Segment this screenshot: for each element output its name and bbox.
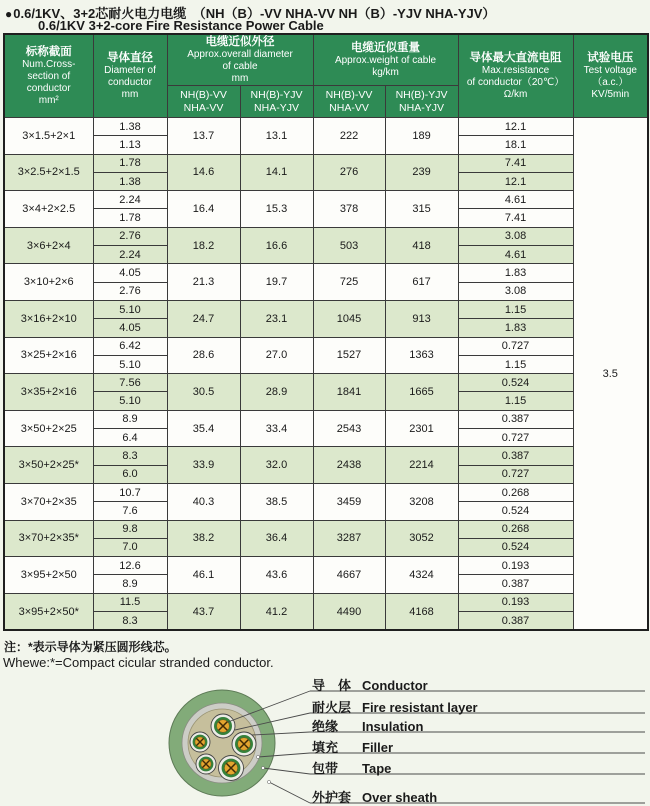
label-tape-en: Tape (362, 761, 392, 776)
note-en: Whewe:*=Compact cicular stranded conductor. (3, 655, 274, 670)
weight-yjv-cell: 4324 (385, 557, 458, 594)
diameter-cell: 6.42 (93, 337, 167, 355)
subheader-weight-yjv (385, 86, 458, 118)
spec-cell: 3×95+2×50* (4, 593, 93, 630)
label-tape (312, 758, 391, 777)
spec-cell: 3×35+2×16 (4, 374, 93, 411)
header-overall-diameter-cn: 电缆近似外径 (205, 36, 275, 48)
resistance-cell: 0.727 (458, 337, 573, 355)
header-unit: KV/5min (591, 89, 630, 100)
page-title-cn-text: 0.6/1KV、3+2芯耐火电力电缆 （NH（B）-VV NHA-VV NH（B）-YJV NHA-YJV） (13, 6, 496, 21)
header-text: Diameter of (104, 65, 156, 76)
resistance-cell: 0.387 (458, 447, 573, 465)
resistance-cell: 7.41 (458, 154, 573, 172)
label-fire-resistant-en: Fire resistant layer (362, 700, 478, 715)
od-vv-cell: 16.4 (167, 191, 240, 228)
weight-yjv-cell: 617 (385, 264, 458, 301)
weight-vv-cell: 4667 (313, 557, 385, 594)
label-over-sheath-cn: 外护套 (312, 790, 352, 805)
header-unit: mm (231, 73, 249, 84)
subheader-text: NH(B)-YJV (395, 88, 448, 101)
header-test-voltage (573, 34, 648, 118)
od-vv-cell: 28.6 (167, 337, 240, 374)
weight-yjv-cell: 189 (385, 118, 458, 155)
diameter-cell: 9.8 (93, 520, 167, 538)
header-text: Approx.weight of cable (334, 55, 437, 66)
resistance-cell: 0.524 (458, 502, 573, 520)
diameter-cell: 2.24 (93, 191, 167, 209)
weight-yjv-cell: 913 (385, 300, 458, 337)
subheader-text: NH(B)-VV (325, 88, 373, 101)
diameter-cell: 5.10 (93, 300, 167, 318)
resistance-cell: 0.524 (458, 538, 573, 556)
resistance-cell: 0.387 (458, 410, 573, 428)
od-yjv-cell: 36.4 (240, 520, 313, 557)
diameter-cell: 1.38 (93, 118, 167, 136)
diameter-cell: 1.78 (93, 209, 167, 227)
weight-vv-cell: 3287 (313, 520, 385, 557)
od-yjv-cell: 38.5 (240, 483, 313, 520)
header-conductor-diameter-cn: 导体直径 (107, 52, 153, 64)
spec-cell: 3×6+2×4 (4, 227, 93, 264)
table-row (4, 483, 648, 501)
header-text: Max.resistance (481, 65, 550, 76)
diameter-cell: 5.10 (93, 355, 167, 373)
weight-yjv-cell: 239 (385, 154, 458, 191)
spec-cell: 3×50+2×25* (4, 447, 93, 484)
header-unit: kg/km (372, 67, 399, 78)
resistance-cell: 0.387 (458, 575, 573, 593)
diameter-cell: 8.3 (93, 447, 167, 465)
od-yjv-cell: 16.6 (240, 227, 313, 264)
weight-vv-cell: 2438 (313, 447, 385, 484)
od-yjv-cell: 23.1 (240, 300, 313, 337)
cable-spec-table (3, 33, 649, 631)
subheader-text: NHA-VV (183, 101, 224, 114)
weight-vv-cell: 1045 (313, 300, 385, 337)
weight-vv-cell: 378 (313, 191, 385, 228)
table-row (4, 154, 648, 172)
diameter-cell: 2.24 (93, 246, 167, 264)
spec-cell: 3×70+2×35 (4, 483, 93, 520)
header-cross-section-cn: 标称截面 (25, 46, 72, 58)
diameter-cell: 1.78 (93, 154, 167, 172)
spec-cell: 3×95+2×50 (4, 557, 93, 594)
resistance-cell: 12.1 (458, 172, 573, 190)
weight-vv-cell: 222 (313, 118, 385, 155)
diameter-cell: 8.9 (93, 575, 167, 593)
header-max-resistance-cn: 导体最大直流电阻 (469, 52, 562, 64)
subheader-text: NHA-YJV (254, 101, 299, 114)
resistance-cell: 0.524 (458, 374, 573, 392)
diameter-cell: 12.6 (93, 557, 167, 575)
header-text: of conductor（20℃） (466, 77, 565, 88)
diameter-cell: 7.6 (93, 502, 167, 520)
diameter-cell: 2.76 (93, 227, 167, 245)
resistance-cell: 0.268 (458, 520, 573, 538)
resistance-cell: 0.727 (458, 429, 573, 447)
od-yjv-cell: 14.1 (240, 154, 313, 191)
spec-cell: 3×10+2×6 (4, 264, 93, 301)
resistance-cell: 18.1 (458, 136, 573, 154)
od-vv-cell: 18.2 (167, 227, 240, 264)
diameter-cell: 8.3 (93, 612, 167, 631)
table-row (4, 337, 648, 355)
subheader-od-yjv (240, 86, 313, 118)
weight-vv-cell: 1841 (313, 374, 385, 411)
diameter-cell: 2.76 (93, 282, 167, 300)
spec-cell: 3×25+2×16 (4, 337, 93, 374)
od-yjv-cell: 43.6 (240, 557, 313, 594)
diameter-cell: 1.38 (93, 172, 167, 190)
weight-yjv-cell: 1665 (385, 374, 458, 411)
diameter-cell: 4.05 (93, 264, 167, 282)
table-row (4, 410, 648, 428)
od-yjv-cell: 19.7 (240, 264, 313, 301)
weight-vv-cell: 1527 (313, 337, 385, 374)
header-text: Approx.overall diameter (187, 49, 293, 60)
resistance-cell: 0.193 (458, 557, 573, 575)
diameter-cell: 5.10 (93, 392, 167, 410)
resistance-cell: 4.61 (458, 246, 573, 264)
table-row (4, 447, 648, 465)
od-yjv-cell: 33.4 (240, 410, 313, 447)
core-left-small (190, 732, 210, 752)
resistance-cell: 0.193 (458, 593, 573, 611)
subheader-weight-vv (313, 86, 385, 118)
weight-yjv-cell: 2214 (385, 447, 458, 484)
diameter-cell: 6.0 (93, 465, 167, 483)
test-voltage-cell: 3.5 (573, 118, 648, 631)
label-conductor-en: Conductor (362, 678, 428, 693)
table-row (4, 118, 648, 136)
table-row (4, 300, 648, 318)
bullet-icon: ● (5, 7, 13, 21)
label-fire-resistant-cn: 耐火层 (312, 700, 352, 715)
resistance-cell: 4.61 (458, 191, 573, 209)
od-vv-cell: 21.3 (167, 264, 240, 301)
label-conductor (312, 675, 428, 694)
od-yjv-cell: 13.1 (240, 118, 313, 155)
resistance-cell: 7.41 (458, 209, 573, 227)
table-row (4, 374, 648, 392)
diameter-cell: 4.05 (93, 319, 167, 337)
diameter-cell: 1.13 (93, 136, 167, 154)
od-vv-cell: 35.4 (167, 410, 240, 447)
table-row (4, 557, 648, 575)
label-insulation (312, 716, 423, 735)
label-insulation-cn: 绝缘 (312, 719, 339, 734)
label-filler (312, 737, 393, 756)
od-yjv-cell: 27.0 (240, 337, 313, 374)
spec-cell: 3×1.5+2×1 (4, 118, 93, 155)
resistance-cell: 0.727 (458, 465, 573, 483)
od-vv-cell: 43.7 (167, 593, 240, 630)
header-text: conductor (26, 83, 71, 94)
spec-cell: 3×50+2×25 (4, 410, 93, 447)
od-vv-cell: 13.7 (167, 118, 240, 155)
od-vv-cell: 30.5 (167, 374, 240, 411)
weight-yjv-cell: 418 (385, 227, 458, 264)
label-filler-en: Filler (362, 740, 394, 755)
resistance-cell: 0.387 (458, 612, 573, 631)
header-max-resistance (458, 34, 573, 118)
weight-yjv-cell: 4168 (385, 593, 458, 630)
page-title-en: 0.6/1KV 3+2-core Fire Resistance Power Cable (38, 18, 324, 33)
table-row (4, 264, 648, 282)
spec-cell: 3×2.5+2×1.5 (4, 154, 93, 191)
label-fire-resistant (312, 697, 478, 716)
table-row (4, 227, 648, 245)
weight-yjv-cell: 2301 (385, 410, 458, 447)
od-vv-cell: 24.7 (167, 300, 240, 337)
resistance-cell: 1.83 (458, 264, 573, 282)
resistance-cell: 1.15 (458, 300, 573, 318)
diameter-cell: 10.7 (93, 483, 167, 501)
weight-yjv-cell: 1363 (385, 337, 458, 374)
weight-vv-cell: 2543 (313, 410, 385, 447)
header-test-voltage-cn: 试验电压 (587, 52, 634, 64)
weight-vv-cell: 503 (313, 227, 385, 264)
header-text: Test voltage (583, 65, 637, 76)
spec-cell: 3×4+2×2.5 (4, 191, 93, 228)
subheader-text: NHA-YJV (399, 101, 444, 114)
header-conductor-diameter (93, 34, 167, 118)
diameter-cell: 7.0 (93, 538, 167, 556)
subheader-text: NH(B)-VV (180, 88, 227, 101)
header-text: Num.Cross- (22, 59, 76, 70)
weight-vv-cell: 3459 (313, 483, 385, 520)
subheader-text: NHA-VV (329, 101, 369, 114)
od-yjv-cell: 32.0 (240, 447, 313, 484)
table-row (4, 191, 648, 209)
label-tape-cn: 包带 (312, 761, 339, 776)
header-unit: Ω/km (503, 89, 528, 100)
weight-yjv-cell: 315 (385, 191, 458, 228)
spec-cell: 3×70+2×35* (4, 520, 93, 557)
weight-yjv-cell: 3208 (385, 483, 458, 520)
header-weight (313, 34, 458, 86)
header-text: conductor (108, 77, 152, 88)
header-unit: mm² (38, 95, 59, 106)
core-bottom (219, 756, 244, 781)
od-vv-cell: 38.2 (167, 520, 240, 557)
label-over-sheath (312, 787, 437, 806)
core-bottomleft-small (196, 754, 216, 774)
label-over-sheath-en: Over sheath (362, 790, 438, 805)
diameter-cell: 8.9 (93, 410, 167, 428)
diameter-cell: 6.4 (93, 429, 167, 447)
od-vv-cell: 40.3 (167, 483, 240, 520)
od-vv-cell: 46.1 (167, 557, 240, 594)
table-row (4, 520, 648, 538)
header-text: of cable (222, 61, 258, 72)
od-yjv-cell: 28.9 (240, 374, 313, 411)
diameter-cell: 7.56 (93, 374, 167, 392)
spec-cell: 3×16+2×10 (4, 300, 93, 337)
od-yjv-cell: 41.2 (240, 593, 313, 630)
weight-vv-cell: 276 (313, 154, 385, 191)
label-conductor-cn: 导 体 (312, 678, 352, 693)
resistance-cell: 1.15 (458, 355, 573, 373)
core-top (211, 714, 235, 738)
od-vv-cell: 33.9 (167, 447, 240, 484)
weight-vv-cell: 725 (313, 264, 385, 301)
spec-table-body (4, 118, 648, 631)
core-right (232, 732, 256, 756)
header-text: section of (27, 71, 71, 82)
od-yjv-cell: 15.3 (240, 191, 313, 228)
header-unit: mm (121, 89, 139, 100)
label-filler-cn: 填充 (312, 740, 339, 755)
header-cross-section (4, 34, 93, 118)
od-vv-cell: 14.6 (167, 154, 240, 191)
header-weight-cn: 电缆近似重量 (351, 42, 421, 54)
note-cn: 注：*表示导体为紧压圆形线芯。 (4, 640, 177, 654)
subheader-text: NH(B)-YJV (250, 88, 303, 101)
table-row (4, 593, 648, 611)
weight-yjv-cell: 3052 (385, 520, 458, 557)
resistance-cell: 1.83 (458, 319, 573, 337)
resistance-cell: 1.15 (458, 392, 573, 410)
label-insulation-en: Insulation (362, 719, 424, 734)
header-overall-diameter (167, 34, 313, 86)
resistance-cell: 12.1 (458, 118, 573, 136)
resistance-cell: 0.268 (458, 483, 573, 501)
resistance-cell: 3.08 (458, 227, 573, 245)
resistance-cell: 3.08 (458, 282, 573, 300)
header-text: （a.c.） (592, 77, 629, 88)
weight-vv-cell: 4490 (313, 593, 385, 630)
subheader-od-vv (167, 86, 240, 118)
diameter-cell: 11.5 (93, 593, 167, 611)
